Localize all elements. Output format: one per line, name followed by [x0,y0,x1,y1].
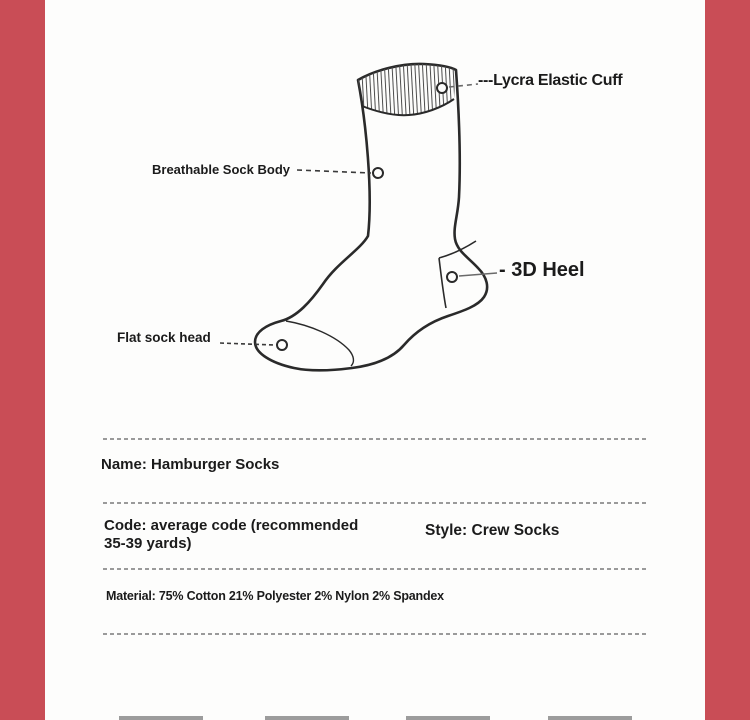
toe-label: Flat sock head [117,330,211,345]
gallery-thumbnail-3[interactable] [406,716,490,720]
divider-rule-4 [103,633,648,635]
divider-rule-1 [103,438,648,440]
heel-marker-dot [447,272,457,282]
product-material: Material: 75% Cotton 21% Polyester 2% Nylon 2% Spandex [106,589,444,603]
gallery-thumbnail-1[interactable] [119,716,203,720]
body-leader-line [297,170,371,173]
product-code: Code: average code (recommended 35-39 yards) [104,517,359,552]
toe-marker-dot [277,340,287,350]
body-label: Breathable Sock Body [152,162,290,177]
heel-label: - 3D Heel [499,259,585,281]
gallery-thumbnail-2[interactable] [265,716,349,720]
divider-rule-3 [103,568,648,570]
product-name: Name: Hamburger Socks [101,456,280,473]
body-marker-dot [373,168,383,178]
cuff-marker-dot [437,83,447,93]
product-style: Style: Crew Socks [425,522,560,539]
cuff-label: ---Lycra Elastic Cuff [478,72,623,89]
divider-rule-2 [103,502,648,504]
gallery-thumbnail-4[interactable] [548,716,632,720]
